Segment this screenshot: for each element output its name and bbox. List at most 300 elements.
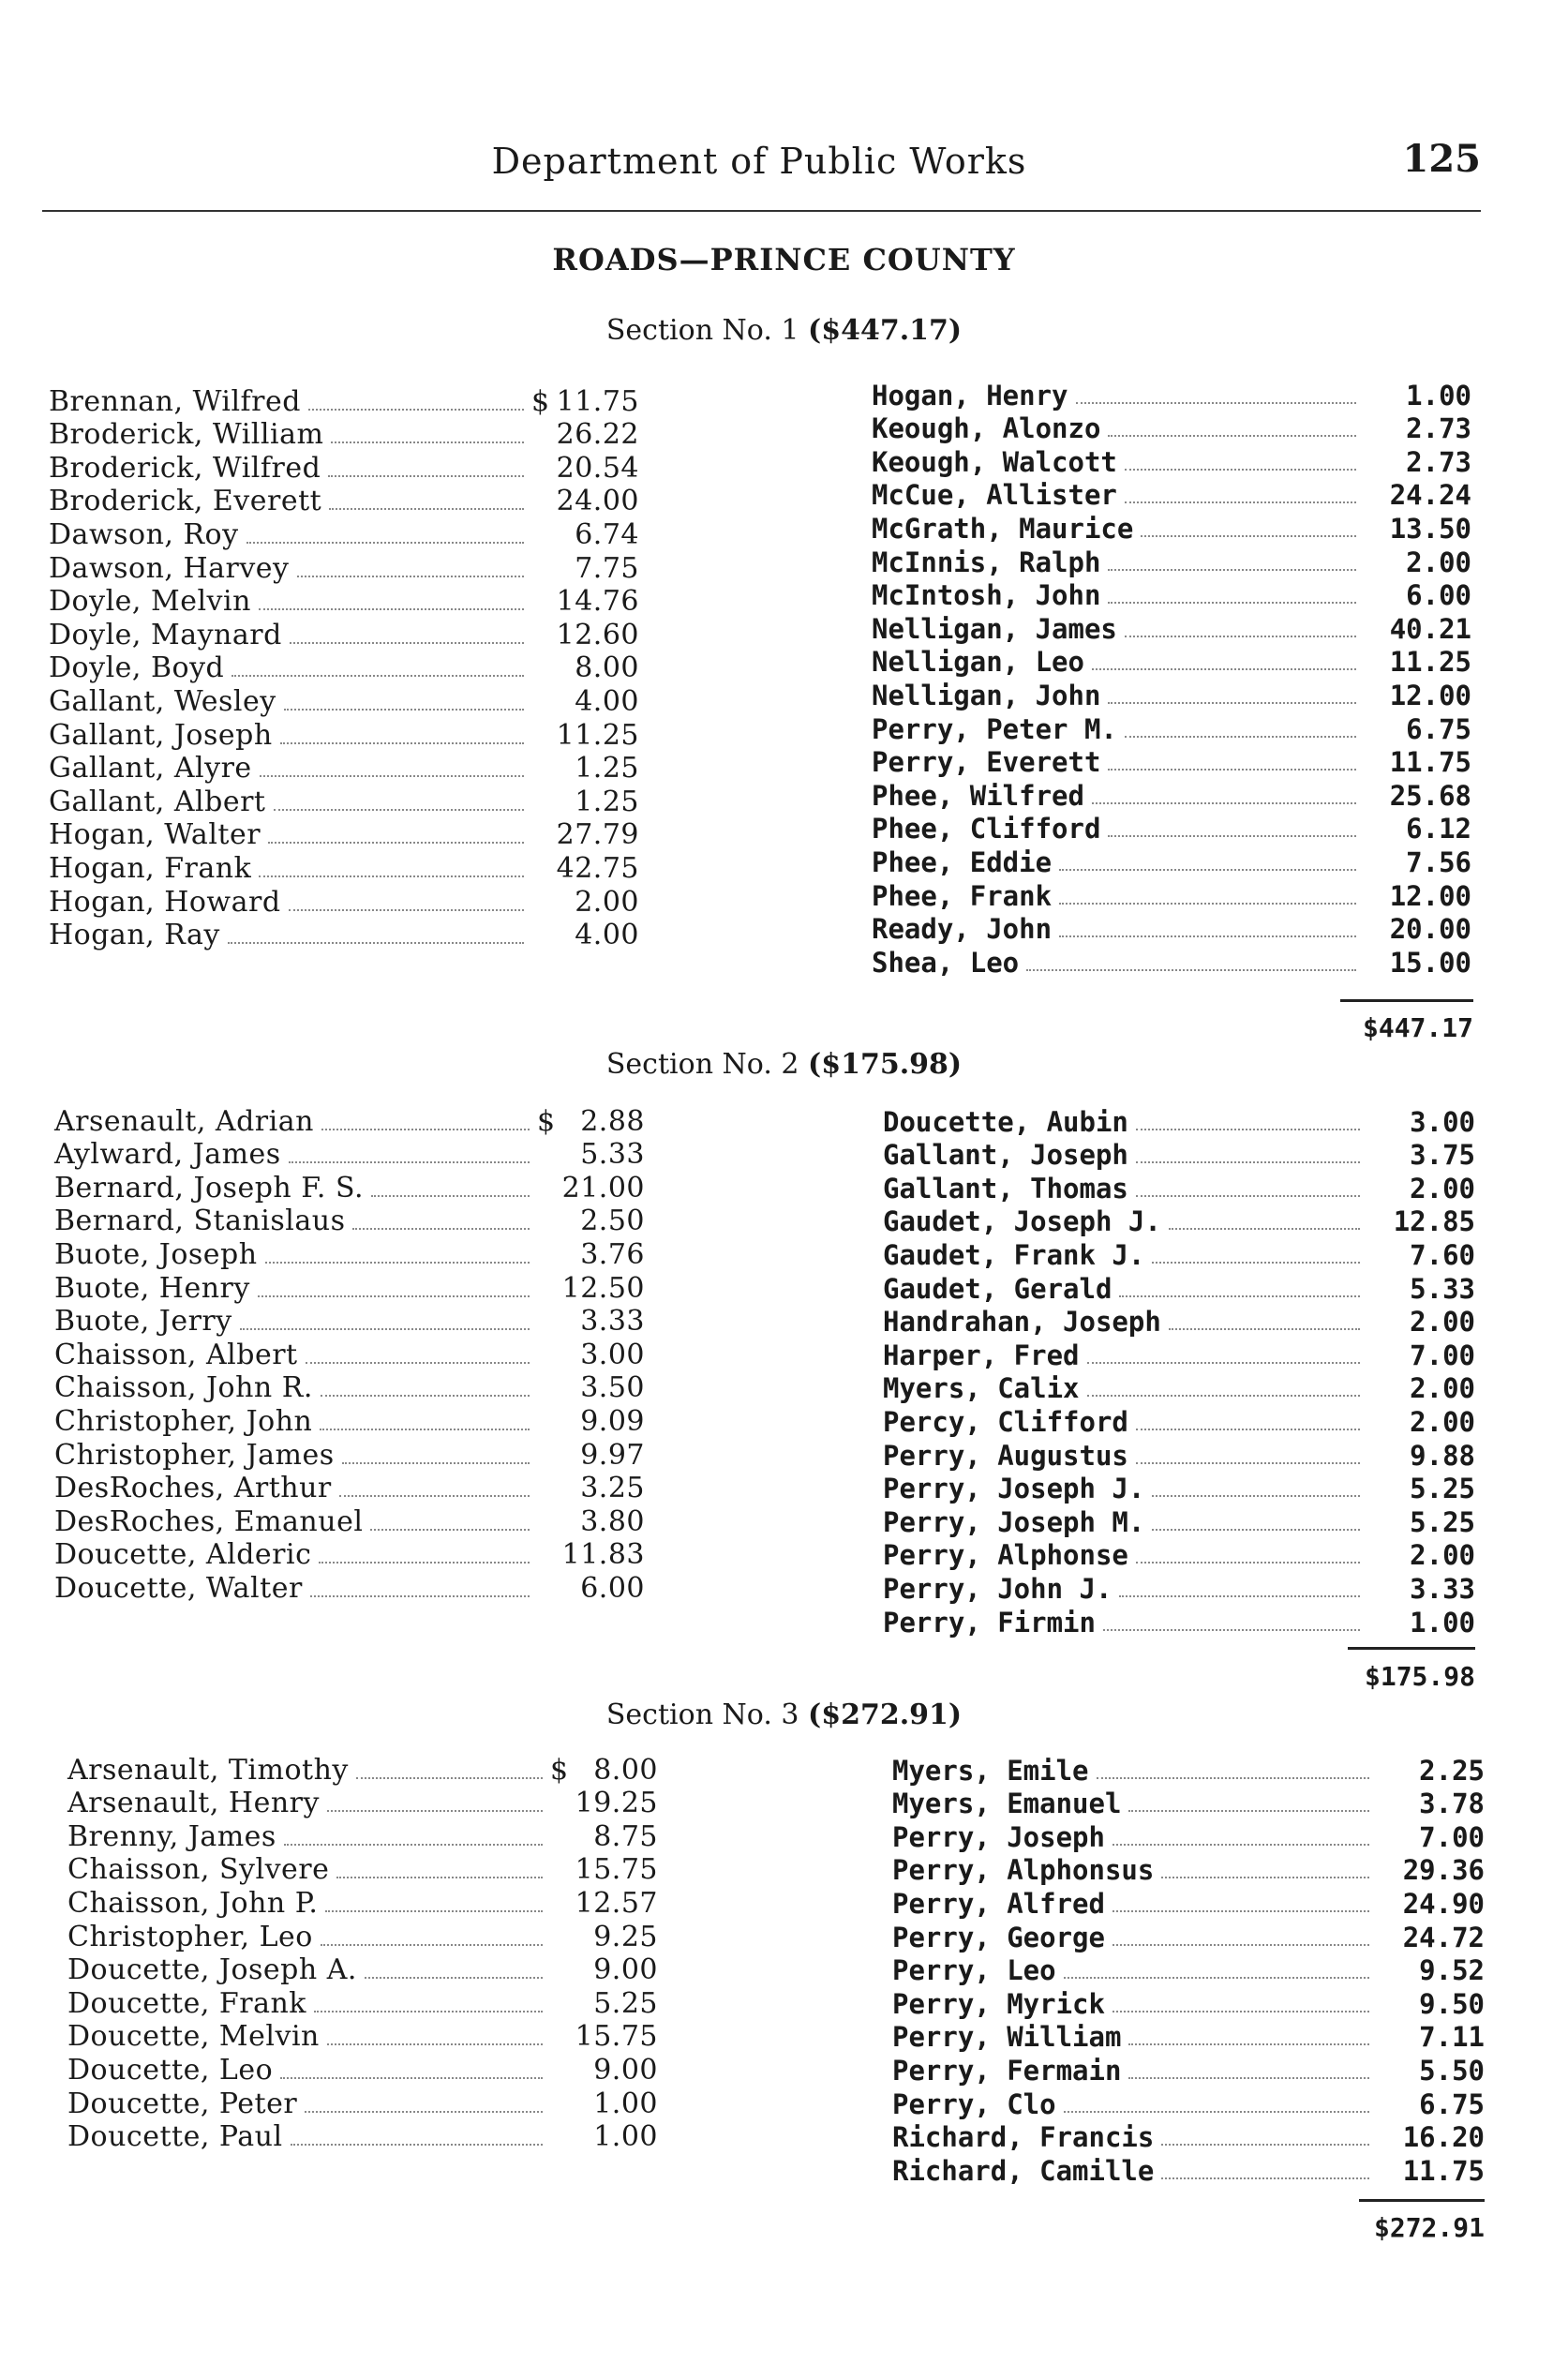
section-label: Section No. 2 — [605, 1048, 799, 1081]
ledger-row — [883, 1305, 1475, 1339]
dot-leader — [1064, 2111, 1369, 2113]
payment-amount: 24.24 — [1389, 479, 1471, 512]
ledger-row — [67, 2120, 658, 2154]
currency-sign: $ — [531, 384, 550, 418]
payment-amount: 20.00 — [1389, 913, 1471, 946]
payee-name: Arsenault, Timothy — [67, 1753, 349, 1787]
ledger-row — [872, 711, 1471, 745]
ledger-row — [49, 618, 639, 651]
dot-leader — [1059, 869, 1356, 871]
payment-amount: 27.79 — [556, 818, 639, 852]
dot-leader — [280, 2077, 543, 2079]
dot-leader — [259, 875, 524, 877]
payee-name: Doucette, Melvin — [67, 2020, 320, 2054]
dot-leader — [1059, 935, 1356, 937]
ledger-row — [872, 878, 1471, 912]
dot-leader — [1152, 1495, 1360, 1497]
ledger-row — [872, 511, 1471, 545]
payee-name: Perry, Peter M. — [872, 712, 1117, 745]
payee-name: Arsenault, Henry — [67, 1787, 320, 1820]
dot-leader — [268, 842, 524, 844]
dot-leader — [336, 1877, 543, 1878]
payee-name: Perry, William — [892, 2021, 1122, 2054]
ledger-row — [67, 1886, 658, 1920]
payment-amount: 2.00 — [1410, 1539, 1475, 1572]
ledger-row — [883, 1538, 1475, 1572]
payee-name: Perry, Leo — [892, 1954, 1056, 1987]
ledger-row — [54, 1338, 645, 1371]
dot-leader — [321, 1395, 530, 1397]
dot-leader — [289, 909, 524, 911]
payee-name: Doucette, Frank — [67, 1986, 306, 2020]
payment-amount: 9.52 — [1419, 1954, 1485, 1987]
dot-leader — [1136, 1562, 1360, 1564]
dot-leader — [1161, 2177, 1369, 2179]
payment-amount: 6.74 — [575, 517, 639, 551]
ledger-row — [883, 1138, 1475, 1172]
dot-leader — [265, 1262, 530, 1264]
ledger-row — [872, 545, 1471, 578]
payee-name: Buote, Henry — [54, 1271, 250, 1305]
currency-sign: $ — [537, 1104, 556, 1138]
payment-amount: 12.00 — [1389, 679, 1471, 711]
dot-leader — [352, 1228, 530, 1230]
payee-name: Keough, Walcott — [872, 445, 1117, 478]
payee-name: DesRoches, Arthur — [54, 1472, 332, 1505]
dot-leader — [1076, 402, 1356, 404]
dot-leader — [328, 475, 524, 477]
total-rule — [1359, 2199, 1485, 2202]
dot-leader — [306, 1362, 530, 1364]
payee-name: Shea, Leo — [872, 946, 1020, 979]
ledger-row — [883, 1271, 1475, 1305]
dot-leader — [1136, 1129, 1360, 1130]
dot-leader — [308, 409, 524, 411]
section-amount: ($175.98) — [808, 1048, 963, 1081]
payment-amount: 3.00 — [580, 1338, 645, 1371]
payee-name: Perry, Alphonsus — [892, 1854, 1155, 1887]
dot-leader — [290, 642, 524, 644]
ledger-row — [49, 485, 639, 518]
dot-leader — [370, 1529, 530, 1531]
dot-leader — [321, 1944, 543, 1946]
ledger-row — [54, 1171, 645, 1204]
dot-leader — [1087, 1362, 1360, 1364]
dot-leader — [1087, 1395, 1360, 1397]
dot-leader — [1026, 969, 1356, 971]
payment-amount: 3.00 — [1410, 1105, 1475, 1138]
ledger-row — [883, 1438, 1475, 1472]
ledger-row — [883, 1338, 1475, 1371]
payment-amount: 2.00 — [1410, 1372, 1475, 1405]
payment-amount: 11.75 — [556, 384, 639, 418]
payee-name: McInnis, Ralph — [872, 546, 1101, 578]
payee-name: Ready, John — [872, 913, 1053, 946]
dot-leader — [1113, 2011, 1369, 2012]
payment-amount: 6.75 — [1406, 712, 1471, 745]
section-3-right-column — [892, 1753, 1485, 2187]
dot-leader — [1108, 702, 1356, 704]
payment-amount: 1.00 — [1410, 1606, 1475, 1638]
payment-amount: 2.73 — [1406, 412, 1471, 445]
section-amount: ($272.91) — [808, 1698, 963, 1731]
page-number: 125 — [1402, 137, 1481, 181]
ledger-row — [892, 2053, 1485, 2087]
dot-leader — [240, 1328, 530, 1330]
payee-name: Buote, Jerry — [54, 1305, 232, 1339]
payment-amount: 1.25 — [575, 752, 639, 786]
payee-name: Christopher, John — [54, 1404, 313, 1438]
payee-name: Perry, Augustus — [883, 1439, 1128, 1472]
ledger-row — [892, 1886, 1485, 1920]
payee-name: DesRoches, Emanuel — [54, 1504, 364, 1538]
payee-name: Hogan, Henry — [872, 379, 1068, 411]
dot-leader — [1103, 1629, 1360, 1631]
ledger-row — [872, 778, 1471, 812]
ledger-row — [49, 718, 639, 752]
ledger-row — [892, 1986, 1485, 2020]
payment-amount: 3.76 — [580, 1237, 645, 1271]
ledger-row — [49, 551, 639, 585]
dot-leader — [231, 675, 524, 677]
payee-name: Perry, Joseph — [892, 1820, 1105, 1853]
dot-leader — [1092, 668, 1356, 670]
payment-amount: 3.50 — [580, 1371, 645, 1405]
dot-leader — [280, 742, 524, 744]
payee-name: Perry, Everett — [872, 746, 1101, 779]
ledger-row — [49, 585, 639, 619]
ledger-row — [54, 1438, 645, 1472]
payee-name: Hogan, Ray — [49, 919, 220, 952]
payment-amount: 8.00 — [593, 1753, 658, 1787]
payee-name: Brennan, Wilfred — [49, 384, 301, 418]
payment-amount: 9.50 — [1419, 1987, 1485, 2020]
dot-leader — [305, 2111, 543, 2113]
payee-name: Richard, Francis — [892, 2121, 1155, 2154]
payment-amount: 12.00 — [1389, 879, 1471, 912]
dot-leader — [1136, 1161, 1360, 1163]
dot-leader — [289, 1161, 530, 1163]
dot-leader — [331, 441, 524, 443]
ledger-row — [892, 2120, 1485, 2154]
dot-leader — [1125, 736, 1356, 738]
dot-leader — [1113, 1910, 1369, 1912]
payment-amount: 3.75 — [1410, 1139, 1475, 1172]
payment-amount: 20.54 — [556, 451, 639, 485]
dot-leader — [1141, 535, 1356, 537]
payment-amount: 24.00 — [556, 485, 639, 518]
payee-name: Doucette, Paul — [67, 2120, 283, 2154]
ledger-row — [54, 1271, 645, 1305]
payment-amount: 12.50 — [561, 1271, 645, 1305]
dot-leader — [259, 608, 524, 610]
payment-amount: 9.00 — [593, 2053, 658, 2087]
payee-name: Gaudet, Joseph J. — [883, 1205, 1161, 1238]
ledger-row — [54, 1504, 645, 1538]
ledger-row — [892, 1753, 1485, 1787]
ledger-row — [883, 1371, 1475, 1405]
ledger-row — [67, 2087, 658, 2120]
dot-leader — [1108, 769, 1356, 771]
payment-amount: 14.76 — [556, 585, 639, 619]
payee-name: Gallant, Joseph — [49, 718, 273, 752]
ledger-row — [872, 845, 1471, 878]
section-total: $175.98 — [1364, 1661, 1475, 1692]
ledger-row — [54, 1404, 645, 1438]
ledger-row — [49, 651, 639, 685]
dot-leader — [1128, 2077, 1369, 2079]
section-heading — [0, 1048, 1568, 1081]
payment-amount: 9.09 — [580, 1404, 645, 1438]
ledger-row — [892, 2087, 1485, 2120]
payee-name: Myers, Calix — [883, 1372, 1080, 1405]
total-rule — [1348, 1647, 1475, 1650]
ledger-row — [49, 785, 639, 818]
payment-amount: 24.90 — [1402, 1887, 1485, 1920]
payee-name: Nelligan, James — [872, 612, 1117, 645]
payment-amount: 12.60 — [556, 618, 639, 651]
payee-name: Christopher, James — [54, 1438, 335, 1472]
payee-name: McIntosh, John — [872, 579, 1101, 612]
payment-amount: 5.25 — [593, 1986, 658, 2020]
payment-amount: 5.25 — [1410, 1473, 1475, 1505]
dot-leader — [258, 1295, 530, 1297]
payment-amount: 6.00 — [580, 1571, 645, 1605]
ledger-row — [892, 2020, 1485, 2054]
section-label: Section No. 1 — [605, 314, 799, 347]
payment-amount: 6.12 — [1406, 813, 1471, 845]
section-1-left-column — [49, 384, 639, 951]
dot-leader — [1152, 1262, 1360, 1264]
payee-name: Nelligan, Leo — [872, 646, 1084, 679]
ledger-row — [49, 919, 639, 952]
payee-name: Gaudet, Gerald — [883, 1272, 1113, 1305]
payee-name: Doucette, Peter — [67, 2087, 298, 2120]
payment-amount: 7.11 — [1419, 2021, 1485, 2054]
payment-amount: 21.00 — [561, 1171, 645, 1204]
ledger-row — [883, 1237, 1475, 1271]
dot-leader — [1113, 1944, 1369, 1946]
dot-leader — [356, 1777, 543, 1779]
section-heading — [0, 314, 1568, 347]
ledger-row — [883, 1605, 1475, 1638]
ledger-row — [67, 1853, 658, 1887]
payee-name: Chaisson, John P. — [67, 1886, 319, 1920]
dot-leader — [291, 2144, 543, 2146]
payment-amount: 2.00 — [1410, 1172, 1475, 1204]
section-label: Section No. 3 — [605, 1698, 799, 1731]
dot-leader — [327, 2043, 543, 2045]
payee-name: Richard, Camille — [892, 2154, 1155, 2187]
payment-amount: 24.72 — [1402, 1921, 1485, 1953]
payee-name: Nelligan, John — [872, 679, 1101, 711]
dot-leader — [1119, 1595, 1360, 1597]
dot-leader — [1169, 1328, 1360, 1330]
payee-name: Broderick, William — [49, 418, 324, 452]
payment-amount: 26.22 — [556, 418, 639, 452]
payment-amount: 2.50 — [580, 1204, 645, 1238]
ledger-row — [49, 517, 639, 551]
ledger-row — [892, 1953, 1485, 1987]
payment-amount: 9.25 — [593, 1920, 658, 1953]
payment-amount: 2.00 — [1406, 546, 1471, 578]
ledger-row — [67, 1986, 658, 2020]
ledger-row — [49, 752, 639, 786]
payment-amount: 11.25 — [556, 718, 639, 752]
dot-leader — [1059, 903, 1356, 905]
payment-amount: 6.75 — [1419, 2087, 1485, 2120]
ledger-row — [67, 1953, 658, 1987]
ledger-row — [872, 578, 1471, 612]
dot-leader — [1136, 1462, 1360, 1464]
payee-name: Broderick, Everett — [49, 485, 322, 518]
payee-name: Harper, Fred — [883, 1339, 1080, 1371]
ledger-row — [67, 2020, 658, 2054]
payee-name: Phee, Wilfred — [872, 779, 1084, 812]
dot-leader — [339, 1495, 530, 1497]
payee-name: Aylward, James — [54, 1138, 281, 1172]
ledger-row — [67, 1920, 658, 1953]
payment-amount: 4.00 — [575, 684, 639, 718]
payee-name: Perry, Fermain — [892, 2054, 1122, 2087]
payment-amount: 3.78 — [1419, 1788, 1485, 1820]
dot-leader — [314, 2011, 543, 2012]
payee-name: Doyle, Melvin — [49, 585, 251, 619]
ledger-row — [892, 1853, 1485, 1887]
dot-leader — [1119, 1295, 1360, 1297]
dot-leader — [228, 942, 524, 944]
section-1-right-column — [872, 378, 1471, 979]
ledger-row — [54, 1104, 645, 1138]
payment-amount: 3.33 — [1410, 1572, 1475, 1605]
dot-leader — [284, 1844, 543, 1846]
ledger-row — [872, 812, 1471, 845]
dot-leader — [1113, 1844, 1369, 1846]
ledger-row — [883, 1104, 1475, 1138]
dot-leader — [325, 1910, 543, 1912]
payment-amount: 40.21 — [1389, 612, 1471, 645]
ledger-row — [49, 384, 639, 418]
payee-name: Perry, Firmin — [883, 1606, 1096, 1638]
payment-amount: 15.75 — [575, 1853, 658, 1887]
dot-leader — [1169, 1228, 1360, 1230]
payee-name: Arsenault, Adrian — [54, 1104, 314, 1138]
dot-leader — [365, 1977, 543, 1979]
payment-amount: 1.25 — [575, 785, 639, 818]
dot-leader — [260, 775, 524, 777]
ledger-row — [883, 1204, 1475, 1238]
ledger-row — [49, 418, 639, 452]
dot-leader — [1161, 2144, 1369, 2146]
dot-leader — [1108, 835, 1356, 837]
ledger-row — [54, 1472, 645, 1505]
payee-name: Doucette, Joseph A. — [67, 1953, 357, 1987]
payment-amount: 12.85 — [1393, 1205, 1475, 1238]
payee-name: Hogan, Howard — [49, 885, 281, 919]
ledger-row — [54, 1538, 645, 1572]
payment-amount: 9.97 — [580, 1438, 645, 1472]
ledger-row — [67, 1753, 658, 1787]
payee-name: Christopher, Leo — [67, 1920, 313, 1953]
payee-name: Chaisson, John R. — [54, 1371, 313, 1405]
payment-amount: 7.75 — [575, 551, 639, 585]
payee-name: Doyle, Boyd — [49, 651, 225, 685]
payment-amount: 5.33 — [580, 1138, 645, 1172]
payee-name: Hogan, Walter — [49, 818, 261, 852]
ledger-row — [872, 645, 1471, 679]
ledger-row — [872, 945, 1471, 979]
payment-amount: 9.88 — [1410, 1439, 1475, 1472]
ledger-row — [883, 1571, 1475, 1605]
payment-amount: 25.68 — [1389, 779, 1471, 812]
dot-leader — [284, 709, 524, 711]
dot-leader — [1064, 1977, 1369, 1979]
payment-amount: 42.75 — [556, 851, 639, 885]
payment-amount: 3.80 — [580, 1504, 645, 1538]
payment-amount: 4.00 — [575, 919, 639, 952]
dot-leader — [1097, 1777, 1369, 1779]
ledger-row — [883, 1171, 1475, 1204]
payment-amount: 1.00 — [593, 2120, 658, 2154]
payee-name: Gaudet, Frank J. — [883, 1238, 1145, 1271]
dot-leader — [1136, 1429, 1360, 1430]
payment-amount: 5.50 — [1419, 2054, 1485, 2087]
payee-name: Chaisson, Sylvere — [67, 1853, 330, 1887]
payee-name: Perry, Joseph M. — [883, 1505, 1145, 1538]
payee-name: Myers, Emanuel — [892, 1788, 1122, 1820]
ledger-row — [872, 478, 1471, 512]
payee-name: Bernard, Joseph F. S. — [54, 1171, 364, 1204]
payee-name: Perry, Myrick — [892, 1987, 1105, 2020]
ledger-row — [883, 1504, 1475, 1538]
dot-leader — [327, 1810, 543, 1812]
payment-amount: 5.25 — [1410, 1505, 1475, 1538]
payee-name: Dawson, Harvey — [49, 551, 290, 585]
payment-amount: 5.33 — [1410, 1272, 1475, 1305]
payee-name: Perry, John J. — [883, 1572, 1113, 1605]
payee-name: Perry, Clo — [892, 2087, 1056, 2120]
dot-leader — [319, 1562, 530, 1564]
payment-amount: 15.00 — [1389, 946, 1471, 979]
payee-name: Gallant, Joseph — [883, 1139, 1128, 1172]
ledger-row — [872, 444, 1471, 478]
payee-name: Perry, Alphonse — [883, 1539, 1128, 1572]
header-rule — [42, 210, 1481, 212]
ledger-row — [67, 1819, 658, 1853]
dot-leader — [1125, 469, 1356, 471]
dot-leader — [1128, 1810, 1369, 1812]
section-2-left-column — [54, 1104, 645, 1605]
payment-amount: 3.25 — [580, 1472, 645, 1505]
payment-amount: 2.00 — [1410, 1405, 1475, 1438]
ledger-row — [54, 1371, 645, 1405]
dot-leader — [329, 508, 524, 510]
dot-leader — [1108, 435, 1356, 437]
section-heading — [0, 1698, 1568, 1731]
payee-name: Doucette, Leo — [67, 2053, 274, 2087]
ledger-row — [49, 451, 639, 485]
payment-amount: 2.00 — [1410, 1306, 1475, 1339]
ledger-row — [892, 1920, 1485, 1953]
dot-leader — [1092, 802, 1356, 804]
payee-name: Chaisson, Albert — [54, 1338, 298, 1371]
dot-leader — [371, 1195, 530, 1197]
ledger-row — [892, 2153, 1485, 2187]
payment-amount: 15.75 — [575, 2020, 658, 2054]
ledger-row — [49, 885, 639, 919]
payment-amount: 3.33 — [580, 1305, 645, 1339]
payment-amount: 2.25 — [1419, 1754, 1485, 1787]
